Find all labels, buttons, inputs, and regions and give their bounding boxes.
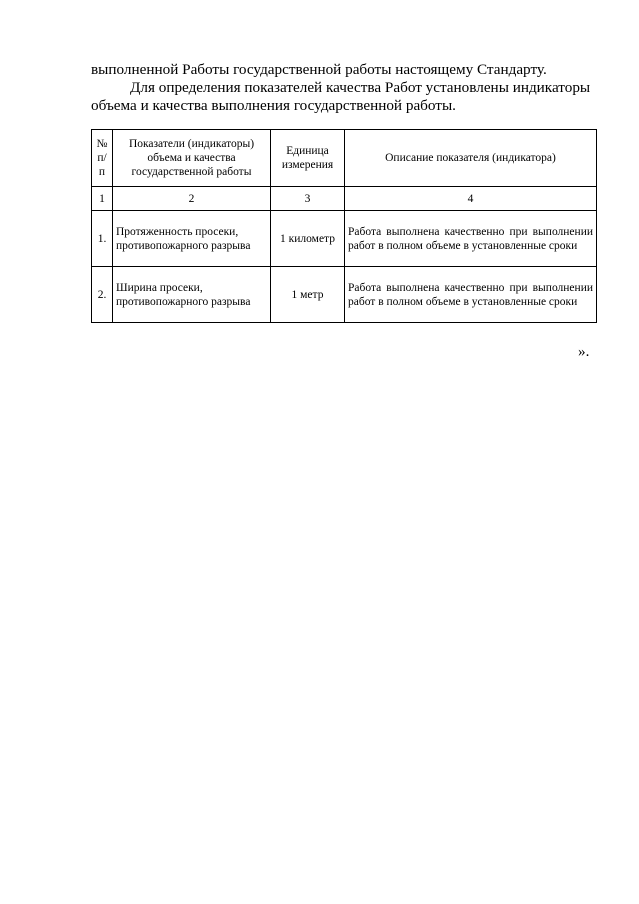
table-row <box>92 267 597 323</box>
header-number: № п/п <box>92 130 113 187</box>
table-header-row <box>92 130 597 187</box>
indicators-table <box>91 129 597 323</box>
column-number: 2 <box>113 187 271 211</box>
header-unit: Единица измерения <box>271 130 345 187</box>
row-number: 2. <box>92 267 113 323</box>
indicator-name: Протяженность просеки, противопожарного разрыва <box>113 211 271 267</box>
unit-of-measure: 1 километр <box>271 211 345 267</box>
indicator-description: Работа выполнена качественно при выполнении работ в полном объеме в установленные сроки <box>345 211 597 267</box>
indicator-name: Ширина просеки, противопожарного разрыва <box>113 267 271 323</box>
indicator-description: Работа выполнена качественно при выполнении работ в полном объеме в установленные сроки <box>345 267 597 323</box>
column-number: 4 <box>345 187 597 211</box>
header-indicators: Показатели (индикаторы) объема и качества государственной работы <box>113 130 271 187</box>
closing-quote: ». <box>578 343 590 360</box>
paragraph-line-1: выполненной Работы государственной работы настоящему Стандарту. <box>91 61 547 78</box>
unit-of-measure: 1 метр <box>271 267 345 323</box>
table-row <box>92 211 597 267</box>
paragraph-line-3: объема и качества выполнения государственной работы. <box>91 97 456 114</box>
column-number: 1 <box>92 187 113 211</box>
header-description: Описание показателя (индикатора) <box>345 130 597 187</box>
column-number: 3 <box>271 187 345 211</box>
paragraph-line-2: Для определения показателей качества Работ установлены индикаторы <box>130 79 591 96</box>
row-number: 1. <box>92 211 113 267</box>
column-numbers-row <box>92 187 597 211</box>
